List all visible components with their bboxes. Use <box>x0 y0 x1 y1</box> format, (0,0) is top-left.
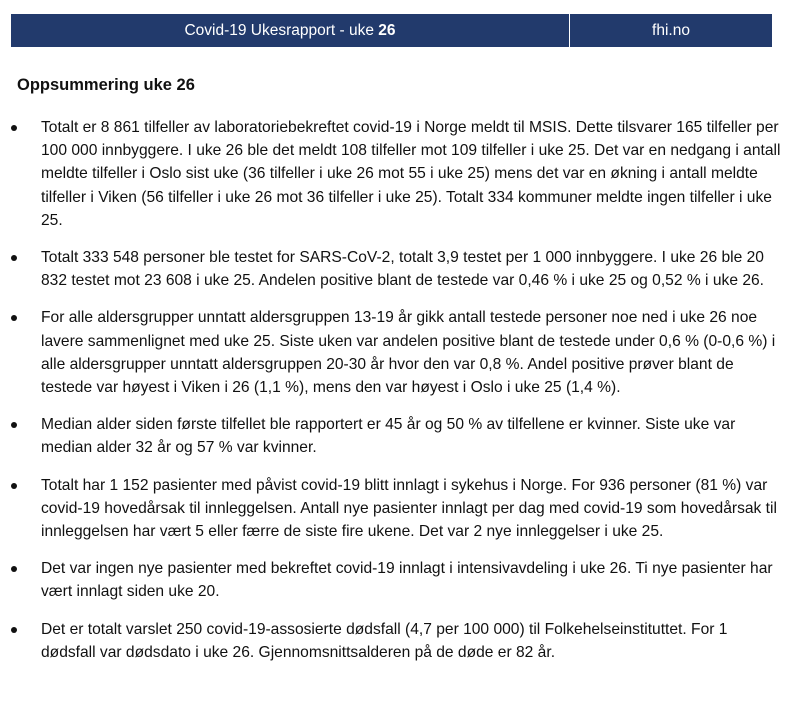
summary-bullet <box>0 557 796 603</box>
bullet-dot-icon <box>11 483 17 489</box>
summary-bullet <box>0 413 796 459</box>
summary-bullet-text: Median alder siden første tilfellet ble rapportert er 45 år og 50 % av tilfellene er kvinner. Siste uke var median alder 32 år og 57 % var kvinner. <box>41 416 736 457</box>
bullet-dot-icon <box>11 422 17 428</box>
summary-bullet <box>0 246 796 292</box>
bullet-dot-icon <box>11 627 17 633</box>
report-header <box>11 14 772 47</box>
summary-bullet-text: For alle aldersgrupper unntatt aldersgruppen 13-19 år gikk antall testede personer noe ned i uke 26 noe lavere sammenlignet med uke 25. Siste uken var andelen positive blant de testede under 0,6 % (0-0,6 %) i alle aldersgrupper unntatt aldersgruppen 20-30 år hvor den var 0,8 %. Andel positive prøver blant de testede var høyest i Viken i 26 (1,1 %), mens den var høyest i Oslo i uke 25 (1,4 %). <box>41 309 776 397</box>
summary-bullet <box>0 306 796 399</box>
report-title <box>11 22 569 40</box>
summary-bullet-list <box>0 116 796 678</box>
bullet-dot-icon <box>11 566 17 572</box>
summary-bullet-text: Det var ingen nye pasienter med bekreftet covid-19 innlagt i intensivavdeling i uke 26. Ti nye pasienter har vært innlagt siden uke 20. <box>41 560 773 601</box>
summary-bullet-text: Totalt er 8 861 tilfeller av laboratoriebekreftet covid-19 i Norge meldt til MSIS. Dette tilsvarer 165 tilfeller per 100 000 innbyggere. I uke 26 ble det meldt 108 tilfeller mot 109 tilfeller i uke 25. Det var en nedgang i antall meldte tilfeller i Oslo sist uke (36 tilfeller i uke 26 mot 55 i uke 25) mens det var en økning i antall meldte tilfeller i Viken (56 tilfeller i uke 26 mot 36 tilfeller i uke 25). Totalt 334 kommuner meldte ingen tilfeller i uke 25. <box>41 119 781 229</box>
site-name: fhi.no <box>652 21 690 39</box>
summary-bullet-text: Det er totalt varslet 250 covid-19-assosierte dødsfall (4,7 per 100 000) til Folkehelseinstituttet. For 1 dødsfall var dødsdato i uke 26. Gjennomsnittsalderen på de døde er 82 år. <box>41 620 728 661</box>
bullet-dot-icon <box>11 255 17 261</box>
bullet-dot-icon <box>11 125 17 131</box>
summary-bullet <box>0 474 796 544</box>
summary-bullet <box>0 618 796 664</box>
report-week: 26 <box>378 21 396 39</box>
report-title-prefix: Covid-19 Ukesrapport - uke <box>184 21 374 39</box>
summary-bullet <box>0 116 796 232</box>
summary-heading: Oppsummering uke 26 <box>17 76 195 94</box>
bullet-dot-icon <box>11 315 17 321</box>
summary-bullet-text: Totalt har 1 152 pasienter med påvist covid-19 blitt innlagt i sykehus i Norge. For 936 personer (81 %) var covid-19 hovedårsak til innleggelsen. Antall nye pasienter innlagt per dag med covid-19 som hovedårsak til innleggelsen har vært 5 eller færre de siste fire ukene. Det var 2 nye innleggelser i uke 25. <box>41 476 777 541</box>
summary-bullet-text: Totalt 333 548 personer ble testet for SARS-CoV-2, totalt 3,9 testet per 1 000 innbyggere. I uke 26 ble 20 832 testet mot 23 608 i uke 25. Andelen positive blant de testede var 0,46 % i uke 25 og 0,52 % i uke 26. <box>41 249 764 290</box>
